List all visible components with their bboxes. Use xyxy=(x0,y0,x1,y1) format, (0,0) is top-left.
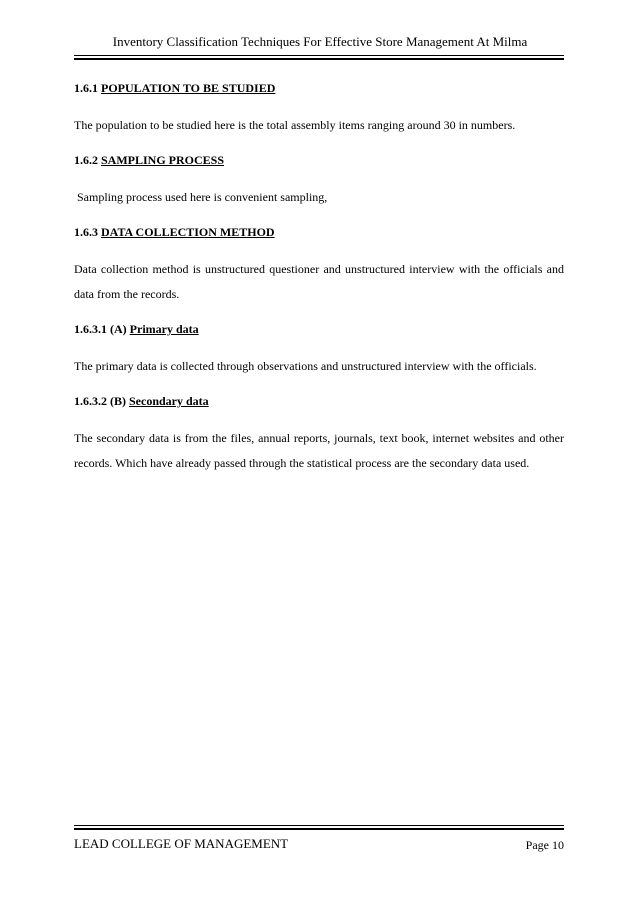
section-title: Secondary data xyxy=(129,394,209,408)
section-paragraph: Sampling process used here is convenient sampling, xyxy=(74,190,328,204)
section-heading-sampling xyxy=(74,150,564,170)
header-rule-thin xyxy=(74,55,564,56)
footer-rule-thick xyxy=(74,828,564,830)
section-number: 1.6.2 xyxy=(74,153,98,167)
header-rule-thick xyxy=(74,58,564,60)
footer-college-name: LEAD COLLEGE OF MANAGEMENT xyxy=(74,836,289,851)
section-title: Primary data xyxy=(129,322,199,336)
page-number: Page 10 xyxy=(525,838,564,852)
section-number: 1.6.3.1 (A) xyxy=(74,322,127,336)
section-paragraph: The secondary data is from the files, annual reports, journals, text book, internet websites and other records. Which have already passed through the statistical process are the secondary data used. xyxy=(74,431,564,470)
section-title: POPULATION TO BE STUDIED xyxy=(101,81,276,95)
section-paragraph: Data collection method is unstructured questioner and unstructured interview with the officials and data from the records. xyxy=(74,262,564,301)
section-title: SAMPLING PROCESS xyxy=(101,153,225,167)
section-paragraph: The primary data is collected through observations and unstructured interview with the officials. xyxy=(74,359,537,373)
footer-rule-thin xyxy=(74,825,564,826)
section-heading-population xyxy=(74,78,564,98)
section-heading-secondary-data xyxy=(74,391,564,411)
section-paragraph: The population to be studied here is the total assembly items ranging around 30 in numbers. xyxy=(74,118,516,132)
section-title: DATA COLLECTION METHOD xyxy=(101,225,275,239)
section-heading-primary-data xyxy=(74,319,564,339)
section-heading-data-collection xyxy=(74,222,564,242)
running-header: Inventory Classification Techniques For Effective Store Management At Milma xyxy=(112,34,528,49)
section-number: 1.6.3 xyxy=(74,225,98,239)
section-number: 1.6.3.2 (B) xyxy=(74,394,126,408)
section-number: 1.6.1 xyxy=(74,81,98,95)
page-body xyxy=(74,78,564,476)
